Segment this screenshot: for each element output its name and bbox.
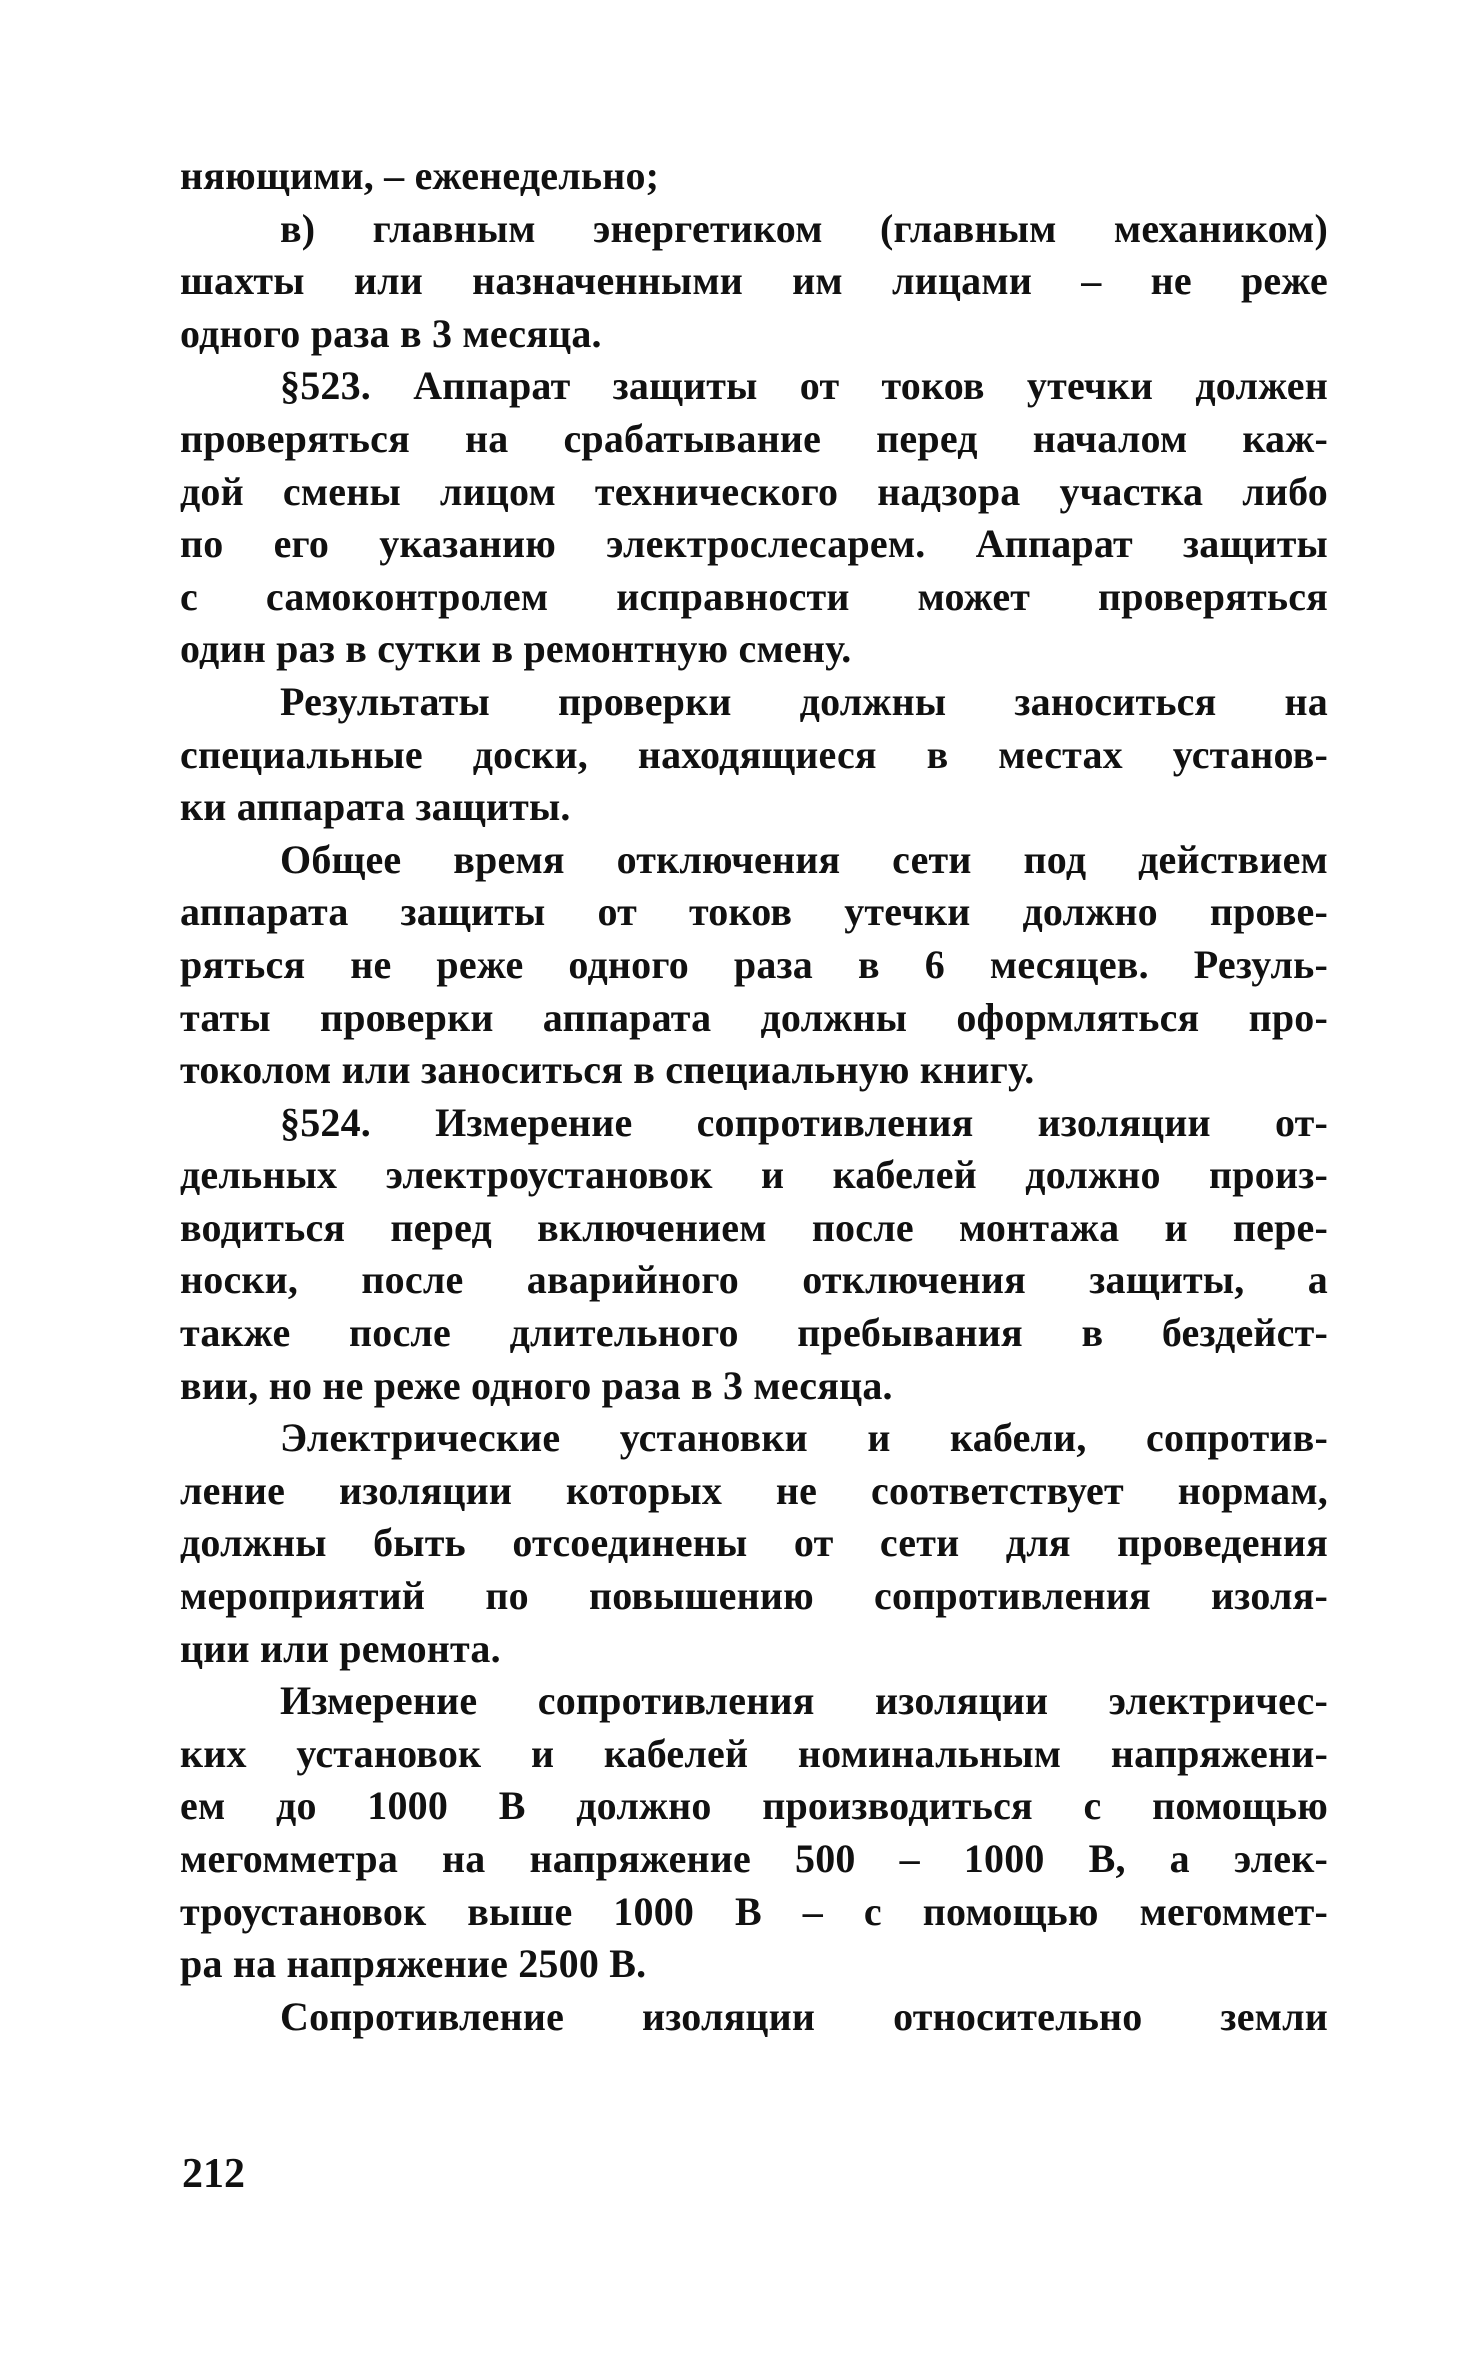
text-line: должны быть отсоединены от сети для проведения xyxy=(180,1520,1328,1566)
text-line: ки аппарата защиты. xyxy=(180,784,571,830)
text-line: ем до 1000 В должно производиться с помощью xyxy=(180,1783,1328,1829)
paragraph-measurement xyxy=(180,1675,1328,1991)
paragraph-continuation xyxy=(180,150,1328,203)
text-line: ра на напряжение 2500 В. xyxy=(180,1941,647,1987)
section-heading-line: §524. Измерение сопротивления изоляции от- xyxy=(280,1099,1328,1145)
text-line: троустановок выше 1000 В – с помощью мегоммет- xyxy=(180,1888,1328,1934)
text-line: Общее время отключения сети под действием xyxy=(280,836,1328,882)
text-line: токолом или заноситься в специальную книгу. xyxy=(180,1047,1035,1093)
text-line: аппарата защиты от токов утечки должно прове- xyxy=(180,889,1328,935)
text-line: проверяться на срабатывание перед началом каж- xyxy=(180,415,1328,461)
book-page xyxy=(180,150,1328,2043)
text-line: дой смены лицом технического надзора участка либо xyxy=(180,468,1328,514)
text-line: одного раза в 3 месяца. xyxy=(180,310,602,356)
text-line: Электрические установки и кабели, сопротив- xyxy=(280,1415,1328,1461)
text-line: водиться перед включением после монтажа и пере- xyxy=(180,1204,1328,1250)
text-line: с самоконтролем исправности может проверяться xyxy=(180,573,1328,619)
paragraph-section-523 xyxy=(180,360,1328,676)
paragraph-section-524 xyxy=(180,1097,1328,1413)
text-line: также после длительного пребывания в бездейст- xyxy=(180,1310,1328,1356)
paragraph-total-time xyxy=(180,834,1328,1097)
text-line: ряться не реже одного раза в 6 месяцев. Резуль- xyxy=(180,941,1328,987)
text-line: вии, но не реже одного раза в 3 месяца. xyxy=(180,1362,893,1408)
page-number: 212 xyxy=(182,2151,245,2197)
text-line: в) главным энергетиком (главным механиком) xyxy=(280,205,1328,251)
text-line: Сопротивление изоляции относительно земли xyxy=(280,1993,1328,2039)
text-line: дельных электроустановок и кабелей должно произ- xyxy=(180,1152,1328,1198)
text-line: ление изоляции которых не соответствует нормам, xyxy=(180,1467,1328,1513)
text-line: шахты или назначенными им лицами – не реже xyxy=(180,258,1328,304)
text-line: Измерение сопротивления изоляции электричес- xyxy=(280,1678,1328,1724)
paragraph-item-v xyxy=(180,203,1328,361)
text-line: мегомметра на напряжение 500 – 1000 В, а элек- xyxy=(180,1836,1328,1881)
text-line: по его указанию электрослесарем. Аппарат защиты xyxy=(180,521,1328,567)
text-line: Результаты проверки должны заноситься на xyxy=(280,678,1328,724)
paragraph-results xyxy=(180,676,1328,834)
text-line: ких установок и кабелей номинальным напряжени- xyxy=(180,1730,1328,1776)
text-line: специальные доски, находящиеся в местах установ- xyxy=(180,731,1328,777)
text-line: один раз в сутки в ремонтную смену. xyxy=(180,626,852,672)
paragraph-electrical-installations xyxy=(180,1412,1328,1675)
paragraph-resistance xyxy=(180,1991,1328,2044)
text-line: таты проверки аппарата должны оформляться про- xyxy=(180,994,1328,1040)
text-line: носки, после аварийного отключения защиты, а xyxy=(180,1257,1328,1303)
section-heading-line: §523. Аппарат защиты от токов утечки должен xyxy=(280,363,1328,409)
text-line: ции или ремонта. xyxy=(180,1625,501,1671)
text-line: мероприятий по повышению сопротивления изоля- xyxy=(180,1573,1328,1619)
text-line: няющими, – еженедельно; xyxy=(180,153,660,198)
